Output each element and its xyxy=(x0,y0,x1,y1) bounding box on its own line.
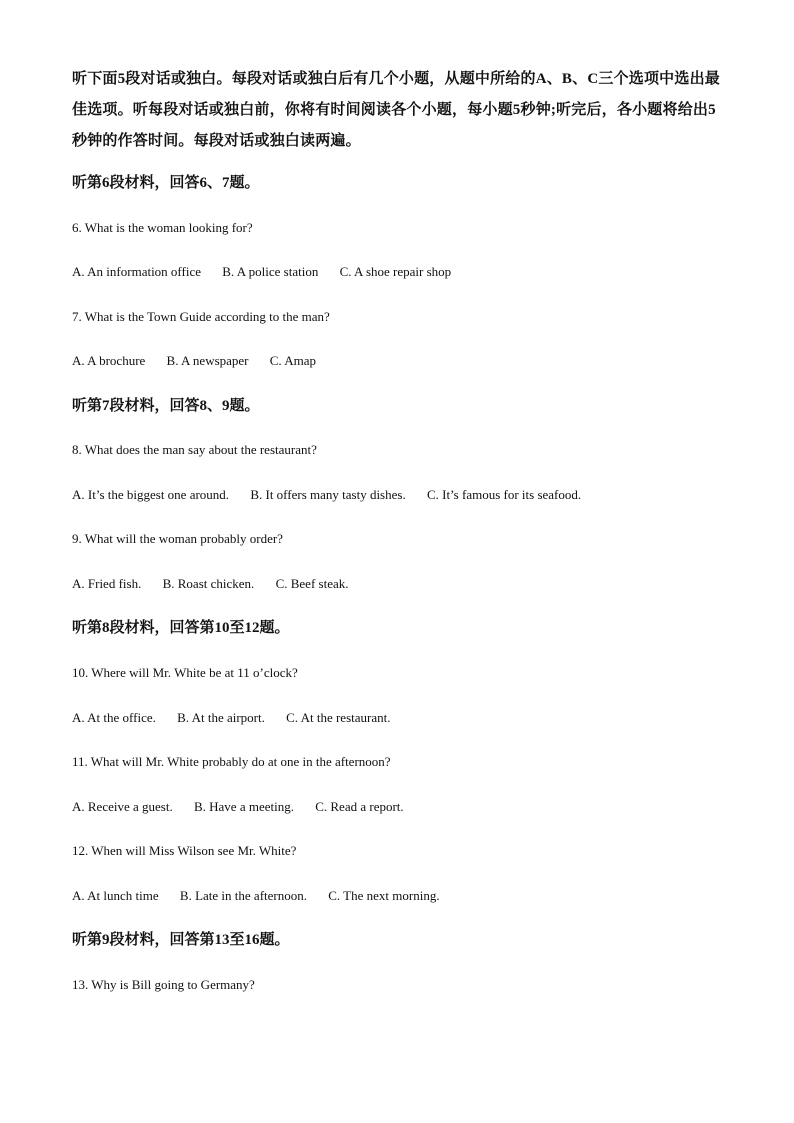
question-7-option-b[interactable]: B. A newspaper xyxy=(166,353,249,368)
question-10-option-b[interactable]: B. At the airport. xyxy=(177,710,265,725)
question-12-stem: 12. When will Miss Wilson see Mr. White? xyxy=(72,843,297,858)
question-12-option-c[interactable]: C. The next morning. xyxy=(328,888,440,903)
question-7-stem: 7. What is the Town Guide according to the man? xyxy=(72,309,330,324)
section-heading-10-12: 听第8段材料，回答第10至12题。 xyxy=(72,620,290,636)
question-8-options xyxy=(72,487,581,503)
question-6-stem: 6. What is the woman looking for? xyxy=(72,220,253,235)
question-7-options xyxy=(72,353,316,369)
question-11-stem: 11. What will Mr. White probably do at one in the afternoon? xyxy=(72,754,391,769)
question-9-options xyxy=(72,576,348,592)
question-10-stem: 10. Where will Mr. White be at 11 o’clock? xyxy=(72,665,298,680)
question-10-options xyxy=(72,710,390,726)
question-6-option-a[interactable]: A. An information office xyxy=(72,264,202,279)
question-9-option-a[interactable]: A. Fried fish. xyxy=(72,576,142,591)
question-8-stem: 8. What does the man say about the restaurant? xyxy=(72,442,317,457)
question-10-option-c[interactable]: C. At the restaurant. xyxy=(286,710,391,725)
question-7-option-c[interactable]: C. Amap xyxy=(269,353,316,368)
question-13-stem: 13. Why is Bill going to Germany? xyxy=(72,977,255,992)
question-9-option-c[interactable]: C. Beef steak. xyxy=(275,576,349,591)
question-11-option-c[interactable]: C. Read a report. xyxy=(315,799,404,814)
section-heading-13-16: 听第9段材料，回答第13至16题。 xyxy=(72,932,290,948)
question-6-options xyxy=(72,264,451,280)
question-6-option-b[interactable]: B. A police station xyxy=(222,264,319,279)
question-11-option-b[interactable]: B. Have a meeting. xyxy=(193,799,294,814)
section-heading-6-7: 听第6段材料，回答6、7题。 xyxy=(72,175,260,191)
question-9-option-b[interactable]: B. Roast chicken. xyxy=(162,576,255,591)
question-8-option-c[interactable]: C. It’s famous for its seafood. xyxy=(426,487,582,502)
question-11-option-a[interactable]: A. Receive a guest. xyxy=(72,799,173,814)
question-12-option-a[interactable]: A. At lunch time xyxy=(72,888,159,903)
question-10-option-a[interactable]: A. At the office. xyxy=(72,710,156,725)
question-7-option-a[interactable]: A. A brochure xyxy=(72,353,146,368)
question-12-option-b[interactable]: B. Late in the afternoon. xyxy=(179,888,307,903)
listening-instructions: 听下面5段对话或独白。每段对话或独白后有几个小题，从题中所给的A、B、C三个选项中选出最佳选项。听每段对话或独白前，你将有时间阅读各个小题，每小题5秒钟;听完后，各小题将给出5秒钟的作答时间。每段对话或独白读两遍。 xyxy=(72,71,720,149)
section-heading-8-9: 听第7段材料，回答8、9题。 xyxy=(72,398,260,414)
question-6-option-c[interactable]: C. A shoe repair shop xyxy=(339,264,452,279)
question-11-options xyxy=(72,799,404,815)
question-8-option-a[interactable]: A. It’s the biggest one around. xyxy=(72,487,230,502)
question-9-stem: 9. What will the woman probably order? xyxy=(72,531,283,546)
question-12-options xyxy=(72,888,440,904)
question-8-option-b[interactable]: B. It offers many tasty dishes. xyxy=(250,487,406,502)
